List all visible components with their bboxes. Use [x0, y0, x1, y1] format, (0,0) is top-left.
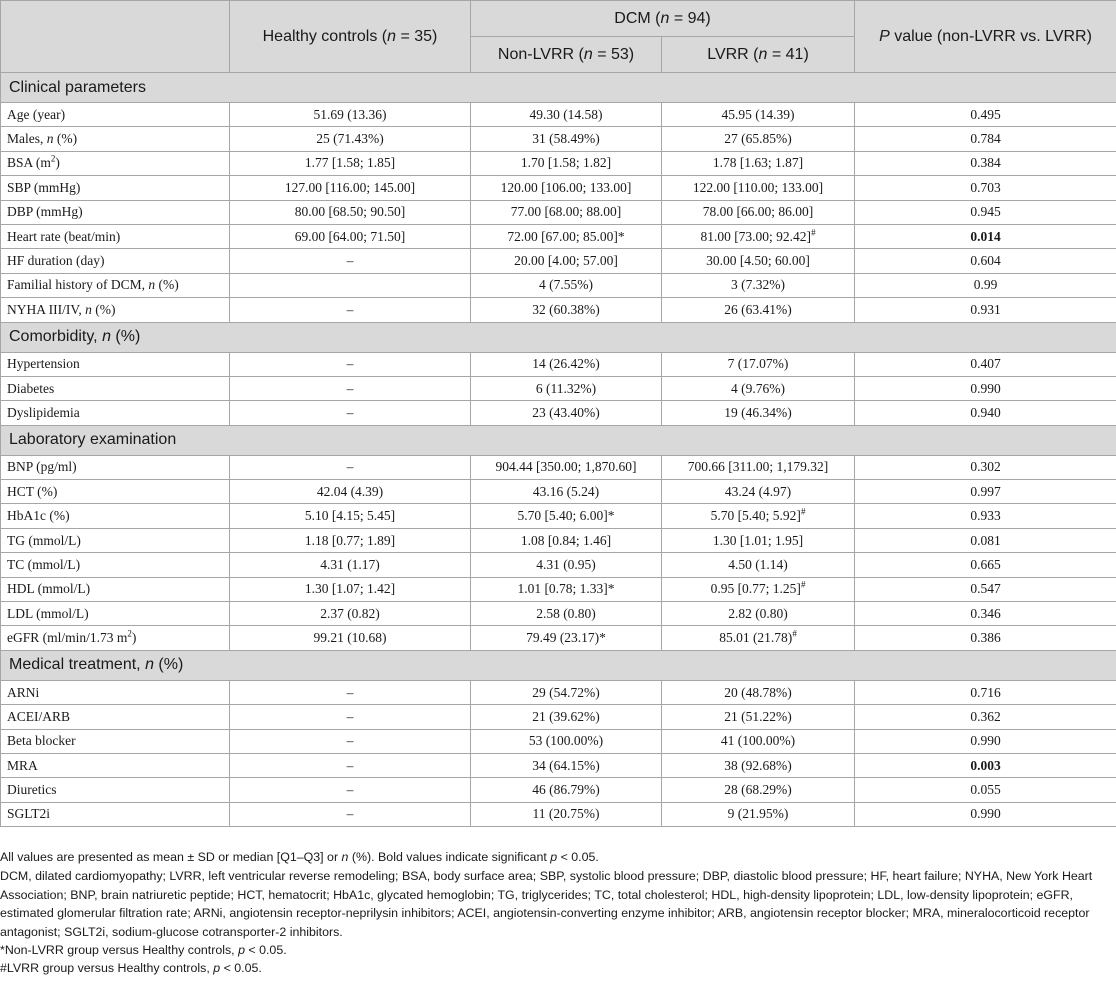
p-value-cell: 0.997	[855, 480, 1116, 504]
p-value-cell: 0.081	[855, 528, 1116, 552]
row-label-cell: Diabetes	[1, 376, 230, 400]
p-value-cell: 0.99	[855, 273, 1116, 297]
healthy-value-cell: 51.69 (13.36)	[230, 103, 471, 127]
row-label-cell: LDL (mmol/L)	[1, 602, 230, 626]
non-lvrr-value-cell: 77.00 [68.00; 88.00]	[471, 200, 662, 224]
non-lvrr-value-cell: 904.44 [350.00; 1,870.60]	[471, 455, 662, 479]
healthy-value-cell: –	[230, 753, 471, 777]
healthy-value-cell: 80.00 [68.50; 90.50]	[230, 200, 471, 224]
p-value-cell: 0.716	[855, 680, 1116, 704]
lvrr-value-cell: 38 (92.68%)	[662, 753, 855, 777]
non-lvrr-value-cell: 46 (86.79%)	[471, 778, 662, 802]
non-lvrr-value-cell: 72.00 [67.00; 85.00]*	[471, 224, 662, 248]
header-lvrr: LVRR (n = 41)	[662, 37, 855, 73]
section-title: Comorbidity, n (%)	[1, 322, 1116, 352]
healthy-value-cell: –	[230, 376, 471, 400]
p-value-cell: 0.495	[855, 103, 1116, 127]
row-label-cell: Heart rate (beat/min)	[1, 224, 230, 248]
row-label-cell: HCT (%)	[1, 480, 230, 504]
lvrr-value-cell: 45.95 (14.39)	[662, 103, 855, 127]
lvrr-value-cell: 27 (65.85%)	[662, 127, 855, 151]
table-row	[1, 224, 1116, 248]
lvrr-value-cell: 4.50 (1.14)	[662, 553, 855, 577]
row-label-cell: HDL (mmol/L)	[1, 577, 230, 601]
row-label-cell: NYHA III/IV, n (%)	[1, 298, 230, 322]
row-label-cell: Beta blocker	[1, 729, 230, 753]
non-lvrr-value-cell: 4 (7.55%)	[471, 273, 662, 297]
non-lvrr-value-cell: 29 (54.72%)	[471, 680, 662, 704]
table-row	[1, 298, 1116, 322]
non-lvrr-value-cell: 120.00 [106.00; 133.00]	[471, 176, 662, 200]
lvrr-value-cell: 1.30 [1.01; 1.95]	[662, 528, 855, 552]
lvrr-value-cell: 19 (46.34%)	[662, 401, 855, 425]
table-row	[1, 127, 1116, 151]
non-lvrr-value-cell: 1.70 [1.58; 1.82]	[471, 151, 662, 175]
non-lvrr-value-cell: 14 (26.42%)	[471, 352, 662, 376]
lvrr-value-cell: 5.70 [5.40; 5.92]#	[662, 504, 855, 528]
header-dcm: DCM (n = 94)	[471, 1, 855, 37]
p-value-cell: 0.940	[855, 401, 1116, 425]
healthy-value-cell: –	[230, 802, 471, 826]
row-label-cell: Age (year)	[1, 103, 230, 127]
row-label-cell: HbA1c (%)	[1, 504, 230, 528]
table-row	[1, 176, 1116, 200]
section-header-row	[1, 425, 1116, 455]
healthy-value-cell: 5.10 [4.15; 5.45]	[230, 504, 471, 528]
non-lvrr-value-cell: 31 (58.49%)	[471, 127, 662, 151]
footnote-non-lvrr: *Non-LVRR group versus Healthy controls, p < 0.05.	[0, 943, 287, 958]
non-lvrr-value-cell: 1.01 [0.78; 1.33]*	[471, 577, 662, 601]
healthy-value-cell: –	[230, 401, 471, 425]
row-label-cell: MRA	[1, 753, 230, 777]
table-row	[1, 553, 1116, 577]
non-lvrr-value-cell: 53 (100.00%)	[471, 729, 662, 753]
table-row	[1, 273, 1116, 297]
healthy-value-cell: 127.00 [116.00; 145.00]	[230, 176, 471, 200]
section-title: Clinical parameters	[1, 73, 1116, 103]
footnote-lvrr: #LVRR group versus Healthy controls, p < 0.05.	[0, 961, 262, 976]
healthy-value-cell: –	[230, 298, 471, 322]
healthy-value-cell: 69.00 [64.00; 71.50]	[230, 224, 471, 248]
p-value-cell: 0.665	[855, 553, 1116, 577]
non-lvrr-value-cell: 21 (39.62%)	[471, 705, 662, 729]
row-label-cell: Diuretics	[1, 778, 230, 802]
table-row	[1, 455, 1116, 479]
table-row	[1, 528, 1116, 552]
healthy-value-cell: 99.21 (10.68)	[230, 626, 471, 650]
table-row	[1, 376, 1116, 400]
row-label-cell: Familial history of DCM, n (%)	[1, 273, 230, 297]
healthy-value-cell: 42.04 (4.39)	[230, 480, 471, 504]
table-row	[1, 705, 1116, 729]
non-lvrr-value-cell: 23 (43.40%)	[471, 401, 662, 425]
table-row	[1, 753, 1116, 777]
header-empty-cell	[1, 1, 230, 73]
non-lvrr-value-cell: 5.70 [5.40; 6.00]*	[471, 504, 662, 528]
lvrr-value-cell: 26 (63.41%)	[662, 298, 855, 322]
lvrr-value-cell: 20 (48.78%)	[662, 680, 855, 704]
p-value-cell: 0.990	[855, 802, 1116, 826]
row-label-cell: ACEI/ARB	[1, 705, 230, 729]
table-row	[1, 200, 1116, 224]
non-lvrr-value-cell: 34 (64.15%)	[471, 753, 662, 777]
table-row	[1, 729, 1116, 753]
lvrr-value-cell: 85.01 (21.78)#	[662, 626, 855, 650]
table-row	[1, 577, 1116, 601]
p-value-cell: 0.014	[855, 224, 1116, 248]
lvrr-value-cell: 4 (9.76%)	[662, 376, 855, 400]
lvrr-value-cell: 9 (21.95%)	[662, 802, 855, 826]
table-row	[1, 352, 1116, 376]
footnote-values: All values are presented as mean ± SD or median [Q1–Q3] or n (%). Bold values indicate significant p < 0.05.	[0, 850, 599, 864]
p-value-cell: 0.604	[855, 249, 1116, 273]
section-title: Medical treatment, n (%)	[1, 650, 1116, 680]
table-row	[1, 802, 1116, 826]
table-row	[1, 151, 1116, 175]
row-label-cell: Dyslipidemia	[1, 401, 230, 425]
lvrr-value-cell: 122.00 [110.00; 133.00]	[662, 176, 855, 200]
table-row	[1, 680, 1116, 704]
table-row	[1, 249, 1116, 273]
table-row	[1, 504, 1116, 528]
p-value-cell: 0.407	[855, 352, 1116, 376]
table-row	[1, 778, 1116, 802]
lvrr-value-cell: 1.78 [1.63; 1.87]	[662, 151, 855, 175]
non-lvrr-value-cell: 4.31 (0.95)	[471, 553, 662, 577]
healthy-value-cell: –	[230, 680, 471, 704]
row-label-cell: SGLT2i	[1, 802, 230, 826]
lvrr-value-cell: 30.00 [4.50; 60.00]	[662, 249, 855, 273]
row-label-cell: BSA $(m^2)$	[1, 151, 230, 175]
lvrr-value-cell: 0.95 [0.77; 1.25]#	[662, 577, 855, 601]
lvrr-value-cell: 78.00 [66.00; 86.00]	[662, 200, 855, 224]
row-label-cell: HF duration (day)	[1, 249, 230, 273]
table-row	[1, 626, 1116, 650]
healthy-value-cell: 2.37 (0.82)	[230, 602, 471, 626]
row-label-cell: Hypertension	[1, 352, 230, 376]
p-value-cell: 0.302	[855, 455, 1116, 479]
p-value-cell: 0.784	[855, 127, 1116, 151]
header-healthy-controls: Healthy controls (n = 35)	[230, 1, 471, 73]
table-row	[1, 602, 1116, 626]
lvrr-value-cell: 21 (51.22%)	[662, 705, 855, 729]
healthy-value-cell: –	[230, 249, 471, 273]
healthy-value-cell: –	[230, 778, 471, 802]
p-value-cell: 0.003	[855, 753, 1116, 777]
non-lvrr-value-cell: 1.08 [0.84; 1.46]	[471, 528, 662, 552]
section-header-row	[1, 322, 1116, 352]
healthy-value-cell: –	[230, 729, 471, 753]
p-value-cell: 0.547	[855, 577, 1116, 601]
healthy-value-cell: –	[230, 705, 471, 729]
section-header-row	[1, 73, 1116, 103]
table-body	[1, 73, 1116, 827]
non-lvrr-value-cell: 6 (11.32%)	[471, 376, 662, 400]
row-label-cell: Males, n (%)	[1, 127, 230, 151]
healthy-value-cell: –	[230, 352, 471, 376]
healthy-value-cell: 1.30 [1.07; 1.42]	[230, 577, 471, 601]
healthy-value-cell: –	[230, 455, 471, 479]
lvrr-value-cell: 700.66 [311.00; 1,179.32]	[662, 455, 855, 479]
header-non-lvrr: Non-LVRR (n = 53)	[471, 37, 662, 73]
lvrr-value-cell: 2.82 (0.80)	[662, 602, 855, 626]
row-label-cell: TC (mmol/L)	[1, 553, 230, 577]
non-lvrr-value-cell: 49.30 (14.58)	[471, 103, 662, 127]
non-lvrr-value-cell: 2.58 (0.80)	[471, 602, 662, 626]
lvrr-value-cell: 28 (68.29%)	[662, 778, 855, 802]
lvrr-value-cell: 43.24 (4.97)	[662, 480, 855, 504]
section-header-row	[1, 650, 1116, 680]
non-lvrr-value-cell: 43.16 (5.24)	[471, 480, 662, 504]
p-value-cell: 0.990	[855, 376, 1116, 400]
footnote-abbreviations: DCM, dilated cardiomyopathy; LVRR, left ventricular reverse remodeling; BSA, body surface area; SBP, systolic blood pressure; DBP, diastolic blood pressure; HF, heart failure; NYHA, New York Heart Association; BNP, brain natriuretic peptide; HCT, hematocrit; HbA1c, glycated hemoglobin; TG, triglycerides; TC, total cholesterol; HDL, high-density lipoprotein; LDL, low-density lipoprotein; eGFR, estimated glomerular filtration rate; ARNi, angiotensin receptor-neprilysin inhibitors; ACEI, angiotensin-converting enzyme inhibitor; ARB, angiotensin receptor blocker; MRA, mineralocorticoid receptor antagonist; SGLT2i, sodium-glucose cotransporter-2 inhibitors.	[0, 869, 1093, 939]
healthy-value-cell: 1.18 [0.77; 1.89]	[230, 528, 471, 552]
non-lvrr-value-cell: 20.00 [4.00; 57.00]	[471, 249, 662, 273]
healthy-value-cell: 1.77 [1.58; 1.85]	[230, 151, 471, 175]
non-lvrr-value-cell: 32 (60.38%)	[471, 298, 662, 322]
non-lvrr-value-cell: 79.49 (23.17)*	[471, 626, 662, 650]
row-label-cell: ARNi	[1, 680, 230, 704]
row-label-cell: BNP (pg/ml)	[1, 455, 230, 479]
row-label-cell: eGFR (ml/min/1.73 $m^2$)	[1, 626, 230, 650]
header-p-value: P value (non-LVRR vs. LVRR)	[855, 1, 1116, 73]
p-value-cell: 0.386	[855, 626, 1116, 650]
lvrr-value-cell: 3 (7.32%)	[662, 273, 855, 297]
row-label-cell: SBP (mmHg)	[1, 176, 230, 200]
table-row	[1, 103, 1116, 127]
section-title: Laboratory examination	[1, 425, 1116, 455]
healthy-value-cell	[230, 273, 471, 297]
p-value-cell: 0.990	[855, 729, 1116, 753]
p-value-cell: 0.055	[855, 778, 1116, 802]
p-value-cell: 0.945	[855, 200, 1116, 224]
lvrr-value-cell: 41 (100.00%)	[662, 729, 855, 753]
lvrr-value-cell: 81.00 [73.00; 92.42]#	[662, 224, 855, 248]
p-value-cell: 0.933	[855, 504, 1116, 528]
lvrr-value-cell: 7 (17.07%)	[662, 352, 855, 376]
p-value-cell: 0.346	[855, 602, 1116, 626]
table-footnotes	[0, 848, 1112, 978]
healthy-value-cell: 25 (71.43%)	[230, 127, 471, 151]
p-value-cell: 0.362	[855, 705, 1116, 729]
non-lvrr-value-cell: 11 (20.75%)	[471, 802, 662, 826]
row-label-cell: TG (mmol/L)	[1, 528, 230, 552]
table-row	[1, 480, 1116, 504]
row-label-cell: DBP (mmHg)	[1, 200, 230, 224]
p-value-cell: 0.703	[855, 176, 1116, 200]
p-value-cell: 0.931	[855, 298, 1116, 322]
p-value-cell: 0.384	[855, 151, 1116, 175]
table-row	[1, 401, 1116, 425]
healthy-value-cell: 4.31 (1.17)	[230, 553, 471, 577]
